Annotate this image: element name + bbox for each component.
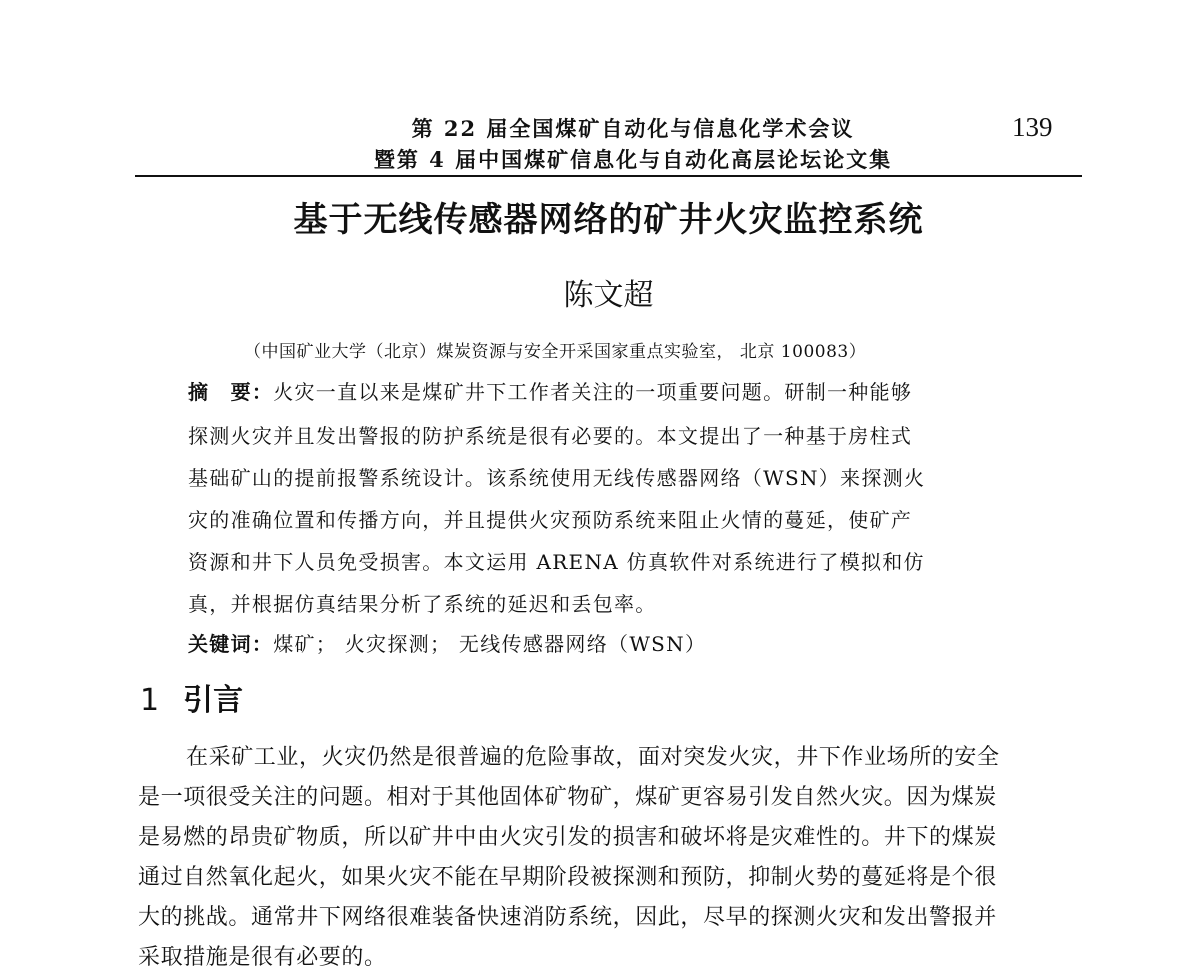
body-line: 在采矿工业，火灾仍然是很普遍的危险事故，面对突发火灾，井下作业场所的安全 [186,745,1000,770]
conference-title-line-1: 第 22 届全国煤矿自动化与信息化学术会议 [411,116,855,141]
abstract-label: 摘 要： [188,380,274,404]
abstract-line: 资源和井下人员免受损害。本文运用 ARENA 仿真软件对系统进行了模拟和仿 [188,550,925,574]
page-number: 139 [1012,112,1053,142]
keywords [188,628,706,657]
body-line: 通过自然氧化起火，如果火灾不能在早期阶段被探测和预防，抑制火势的蔓延将是个很 [138,865,997,890]
abstract-line: 真，并根据仿真结果分析了系统的延迟和丢包率。 [188,592,657,616]
conference-title-line-2: 暨第 4 届中国煤矿信息化与自动化高层论坛论文集 [373,147,893,172]
body-line: 大的挑战。通常井下网络很难装备快速消防系统，因此，尽早的探测火灾和发出警报并 [138,905,997,930]
abstract-line: 探测火灾并且发出警报的防护系统是很有必要的。本文提出了一种基于房柱式 [188,424,913,448]
keywords-text: 煤矿； 火灾探测； 无线传感器网络（WSN） [273,632,707,656]
abstract-line: 基础矿山的提前报警系统设计。该系统使用无线传感器网络（WSN）来探测火 [188,466,926,490]
paper-title: 基于无线传感器网络的矿井火灾监控系统 [293,200,924,240]
keywords-label: 关键词： [188,632,274,656]
section-number: 1 [140,683,160,718]
body-line: 是一项很受关注的问题。相对于其他固体矿物矿，煤矿更容易引发自然火灾。因为煤炭 [138,785,997,810]
header-rule [135,175,1082,177]
abstract-line: 摘 要：火灾一直以来是煤矿井下工作者关注的一项重要问题。研制一种能够 [188,380,913,404]
abstract-line: 灾的准确位置和传播方向，并且提供火灾预防系统来阻止火情的蔓延，使矿产 [188,508,913,532]
section-title: 引言 [183,683,244,718]
section-heading [140,675,243,719]
body-line: 是易燃的昂贵矿物质，所以矿井中由火灾引发的损害和破坏将是灾难性的。井下的煤炭 [138,825,997,850]
body-line: 采取措施是很有必要的。 [138,945,387,970]
affiliation: （中国矿业大学（北京）煤炭资源与安全开采国家重点实验室， 北京 100083） [244,342,867,362]
author: 陈文超 [563,278,654,313]
